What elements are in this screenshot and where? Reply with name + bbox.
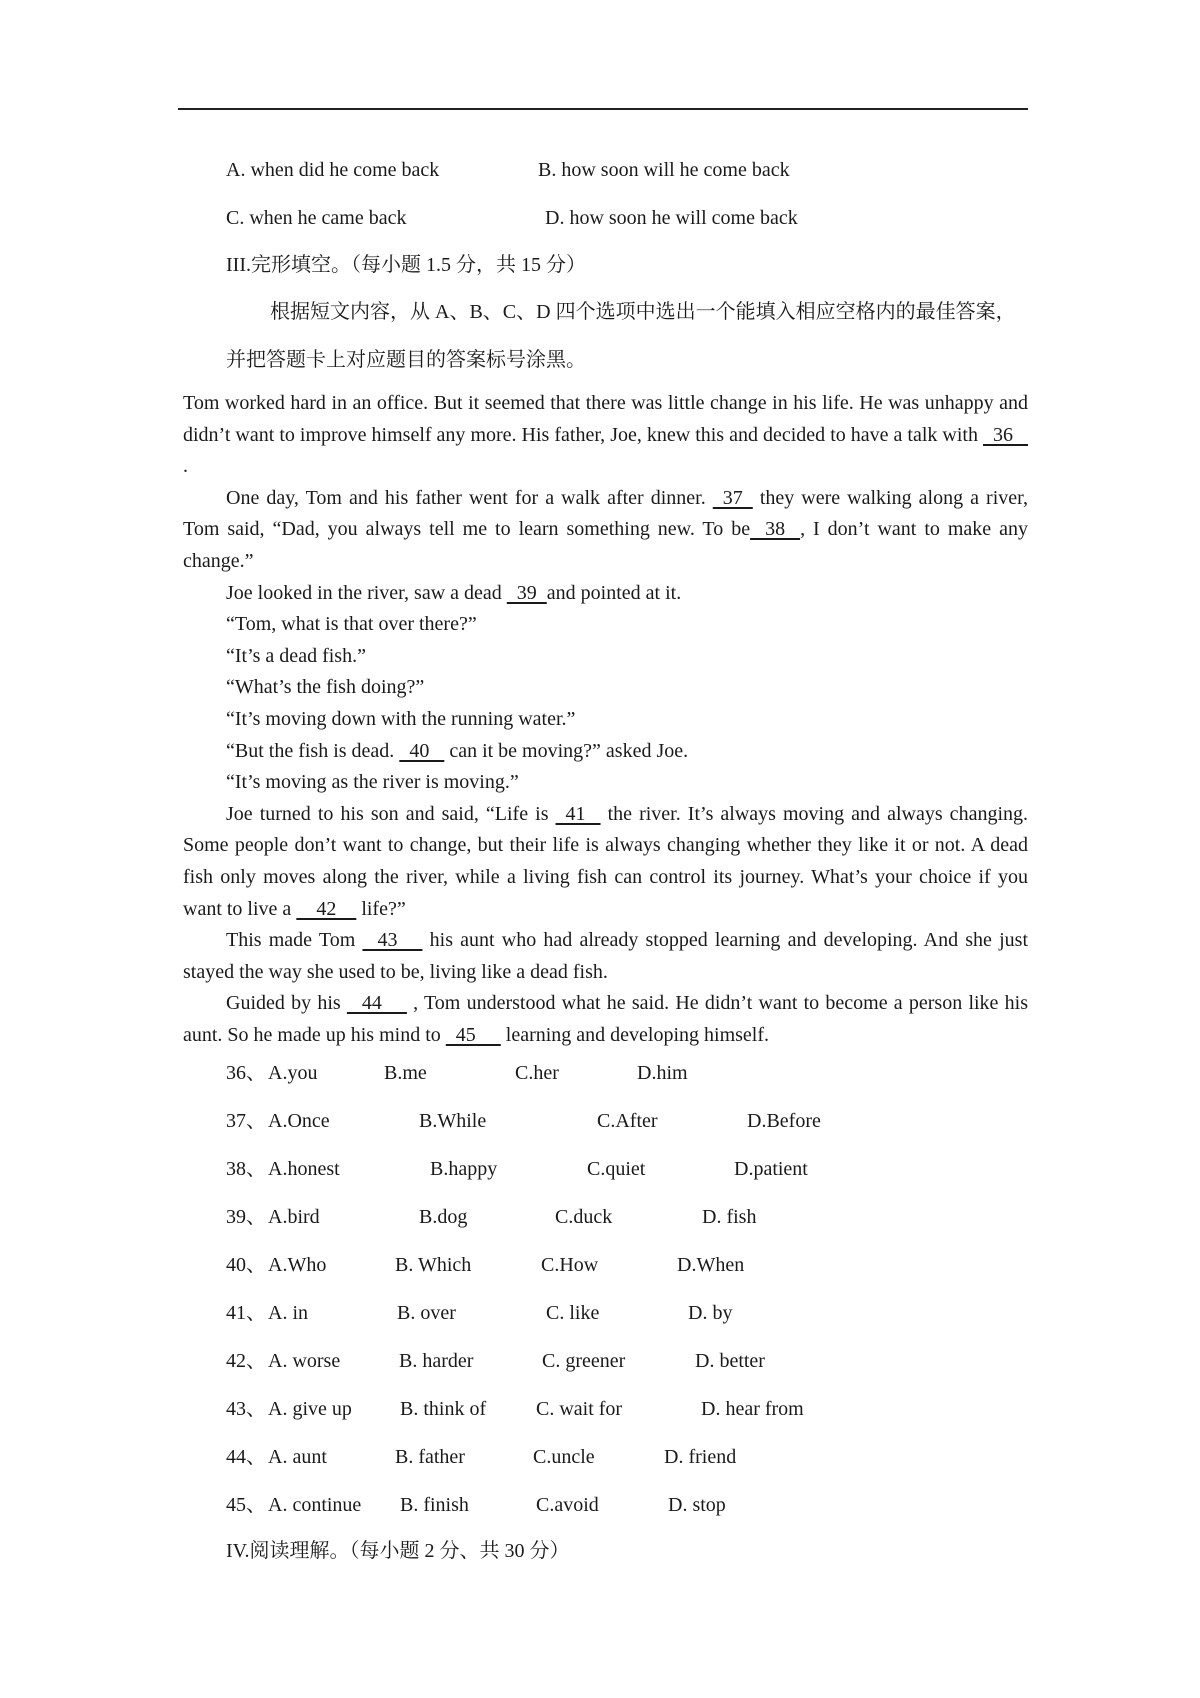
- option-d: D. stop: [668, 1494, 726, 1516]
- passage-paragraph-10: Joe turned to his son and said, “Life is 41 the river. It’s always moving and always changing. Some people don’t want to change, but their life is always changing whether they like it or not. A dead fish only moves along the river, while a living fish can control its journey. What’s your choice if you want to live a 42 life?”: [183, 799, 1028, 925]
- prev-option-a: A. when did he come back: [226, 159, 440, 181]
- option-d: D. hear from: [701, 1398, 804, 1420]
- option-a: A. worse: [268, 1350, 341, 1372]
- option-a: A.Who: [268, 1254, 327, 1276]
- option-d: D.When: [677, 1254, 745, 1276]
- option-b: B.While: [419, 1110, 487, 1132]
- option-c: C.duck: [555, 1206, 613, 1228]
- blank-45: 45: [445, 1023, 501, 1046]
- blank-37: 37: [712, 486, 753, 509]
- blank-42: 42: [296, 897, 357, 920]
- section3-title: III.完形填空。（每小题 1.5 分，共 15 分）: [226, 254, 586, 276]
- question-number: 43、: [226, 1398, 266, 1420]
- option-b: B. finish: [400, 1494, 469, 1516]
- option-c: C.uncle: [533, 1446, 595, 1468]
- question-number: 40、: [226, 1254, 266, 1276]
- option-b: B.happy: [430, 1158, 498, 1180]
- question-number: 44、: [226, 1446, 266, 1468]
- passage-paragraph-8: “But the fish is dead. 40 can it be moving?” asked Joe.: [183, 736, 1028, 768]
- option-a: A. continue: [268, 1494, 362, 1516]
- question-number: 37、: [226, 1110, 266, 1132]
- option-b: B. harder: [399, 1350, 474, 1372]
- question-number: 36、: [226, 1062, 266, 1084]
- option-a: A.honest: [268, 1158, 340, 1180]
- option-a: A.bird: [268, 1206, 320, 1228]
- blank-44: 44: [346, 992, 407, 1015]
- section4-title: IV.阅读理解。（每小题 2 分、共 30 分）: [226, 1540, 570, 1562]
- passage-paragraph-1: Tom worked hard in an office. But it seemed that there was little change in his life. He was unhappy and didn’t want to improve himself any more. His father, Joe, knew this and decided to have a talk with 36 .: [183, 392, 1028, 478]
- prev-option-d: D. how soon he will come back: [545, 207, 798, 229]
- blank-41: 41: [555, 802, 601, 825]
- passage-paragraph-5: “It’s a dead fish.”: [226, 644, 366, 667]
- option-d: D. fish: [702, 1206, 757, 1228]
- passage-paragraph-6: “What’s the fish doing?”: [226, 676, 425, 699]
- option-d: D.Before: [747, 1110, 821, 1132]
- option-d: D. friend: [664, 1446, 737, 1468]
- header-rule: [178, 108, 1028, 110]
- passage-paragraph-12: Guided by his 44 , Tom understood what he said. He didn’t want to become a person like his aunt. So he made up his mind to 45 learning and developing himself.: [183, 988, 1028, 1051]
- option-a: A.Once: [268, 1110, 330, 1132]
- blank-39: 39: [506, 581, 547, 604]
- option-d: D.him: [637, 1062, 688, 1084]
- option-a: A. in: [268, 1302, 308, 1324]
- question-number: 45、: [226, 1494, 266, 1516]
- prev-option-c: C. when he came back: [226, 207, 407, 229]
- question-number: 41、: [226, 1302, 266, 1324]
- passage-paragraph-3: Joe looked in the river, saw a dead 39 and pointed at it.: [183, 578, 1028, 610]
- option-c: C.How: [541, 1254, 599, 1276]
- blank-36: 36: [983, 423, 1028, 446]
- passage-paragraph-11: This made Tom 43 his aunt who had already stopped learning and developing. And she just stayed the way she used to be, living like a dead fish.: [183, 925, 1028, 988]
- blank-38: 38: [750, 518, 801, 541]
- option-b: B. Which: [395, 1254, 472, 1276]
- question-number: 38、: [226, 1158, 266, 1180]
- passage-paragraph-4: “Tom, what is that over there?”: [226, 613, 477, 636]
- option-b: B. father: [395, 1446, 465, 1468]
- option-c: C.quiet: [587, 1158, 646, 1180]
- passage-paragraph-7: “It’s moving down with the running water.”: [226, 707, 576, 730]
- option-b: B.dog: [419, 1206, 468, 1228]
- blank-40: 40: [399, 739, 445, 762]
- option-d: D. better: [695, 1350, 765, 1372]
- question-number: 39、: [226, 1206, 266, 1228]
- option-d: D. by: [688, 1302, 733, 1324]
- option-c: C.her: [515, 1062, 559, 1084]
- passage-paragraph-9: “It’s moving as the river is moving.”: [226, 771, 519, 794]
- option-a: A.you: [268, 1062, 318, 1084]
- option-b: B. think of: [400, 1398, 487, 1420]
- option-c: C.avoid: [536, 1494, 599, 1516]
- section3-instructions: 根据短文内容，从 A、B、C、D 四个选项中选出一个能填入相应空格内的最佳答案，并把答题卡上对应题目的答案标号涂黑。: [226, 301, 1016, 371]
- option-c: C. like: [546, 1302, 600, 1324]
- cloze-passage: [183, 388, 1028, 1051]
- passage-paragraph-2: One day, Tom and his father went for a walk after dinner. 37 they were walking along a river, Tom said, “Dad, you always tell me to learn something new. To be 38 , I don’t want to make any change.”: [183, 483, 1028, 578]
- blank-43: 43: [362, 929, 423, 952]
- question-number: 42、: [226, 1350, 266, 1372]
- option-a: A. aunt: [268, 1446, 327, 1468]
- option-b: B. over: [397, 1302, 456, 1324]
- option-c: C. greener: [542, 1350, 626, 1372]
- option-c: C. wait for: [536, 1398, 623, 1420]
- option-b: B.me: [384, 1062, 427, 1084]
- option-a: A. give up: [268, 1398, 352, 1420]
- option-d: D.patient: [734, 1158, 808, 1180]
- prev-option-b: B. how soon will he come back: [538, 159, 790, 181]
- option-c: C.After: [597, 1110, 658, 1132]
